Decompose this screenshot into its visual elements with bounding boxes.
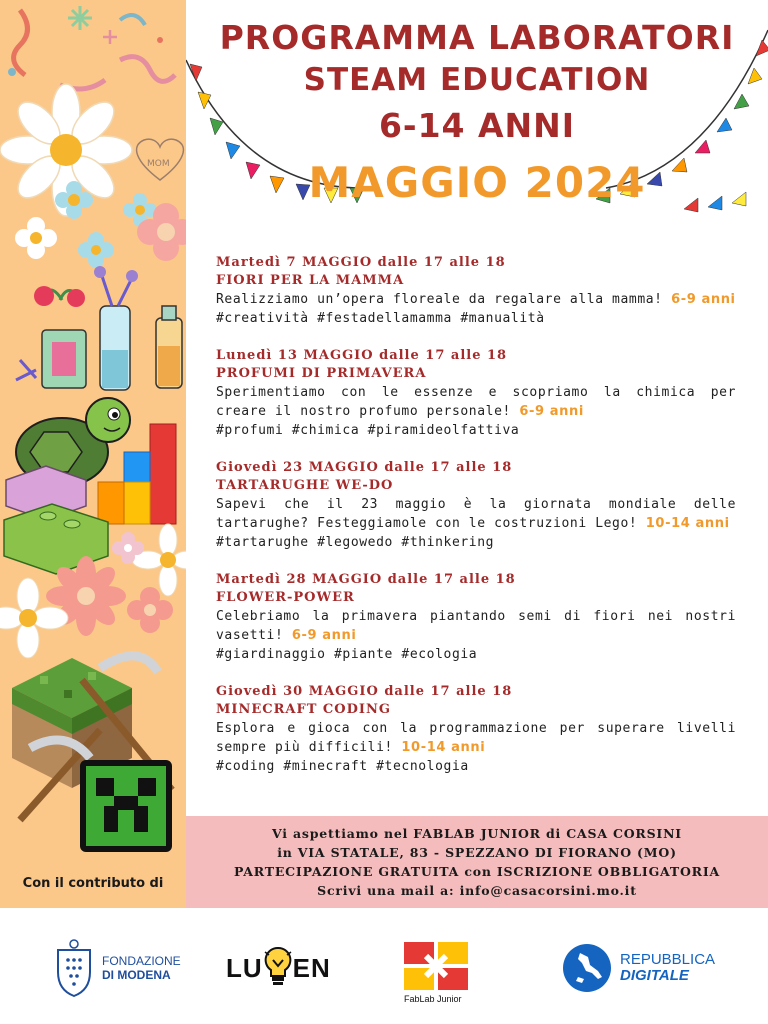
location-info-box (186, 816, 768, 908)
event-tags: #giardinaggio #piante #ecologia (216, 647, 478, 662)
event-title: MINECRAFT CODING (216, 702, 391, 717)
info-email[interactable]: Scrivi una mail a: info@casacorsini.mo.it (317, 883, 637, 898)
event-tags: #creatività #festadellamamma #manualità (216, 311, 545, 326)
title-line-3: 6-14 ANNI (378, 106, 576, 145)
fablab-junior-logo (404, 942, 470, 1002)
info-location: Vi aspettiamo nel FABLAB JUNIOR di CASA CORSINI (272, 826, 682, 841)
title-line-1: PROGRAMMA LABORATORI (219, 18, 735, 57)
sponsors-bar (0, 908, 768, 1024)
fondazione-crest-icon (52, 938, 96, 998)
event-title: PROFUMI DI PRIMAVERA (216, 366, 427, 381)
event-date: Giovedì 23 MAGGIO dalle 17 alle 18 (216, 460, 513, 475)
event-tags: #profumi #chimica #piramideolfattiva (216, 423, 520, 438)
event-description-text: Celebriamo la primavera piantando semi di fiori nei nostri vasetti! (216, 609, 736, 643)
flower-vase-icon (34, 286, 86, 388)
event-age-range: 10-14 anni (401, 740, 486, 755)
repubblica-line-1: REPUBBLICA (620, 951, 716, 968)
event-date: Lunedì 13 MAGGIO dalle 17 alle 18 (216, 348, 508, 363)
decorative-side-panel (0, 0, 186, 908)
event-item (216, 683, 736, 776)
fondazione-line-1: FONDAZIONE (102, 954, 181, 968)
fondazione-line-2: DI MODENA (102, 968, 171, 982)
daisy-flower-icon (132, 524, 186, 596)
fondazione-modena-logo (52, 938, 181, 998)
lavender-sprig-icon (16, 360, 36, 380)
event-description-text: Sapevi che il 23 maggio è la giornata mondiale delle tartarughe? Festeggiamole con le costruzioni Lego! (216, 497, 736, 531)
event-description (216, 719, 736, 757)
event-date: Giovedì 30 MAGGIO dalle 17 alle 18 (216, 684, 513, 699)
fablab-label: FabLab Junior (404, 994, 462, 1004)
repubblica-text (620, 952, 715, 984)
luen-logo (226, 938, 331, 998)
title-section (186, 0, 768, 230)
event-description-text: Esplora e gioca con la programmazione per superare livelli sempre più difficili! (216, 721, 736, 755)
event-item (216, 254, 736, 328)
side-illustrations (0, 0, 186, 908)
event-date: Martedì 28 MAGGIO dalle 17 alle 18 (216, 572, 516, 587)
event-tags: #tartarughe #legowedo #thinkering (216, 535, 495, 550)
fablab-logo-icon (404, 942, 470, 990)
event-age-range: 6-9 anni (519, 404, 584, 419)
confetti-curl (120, 57, 175, 82)
event-item (216, 459, 736, 552)
event-description-text: Realizziamo un’opera floreale da regalare alla mamma! (216, 292, 663, 307)
italy-globe-icon (562, 943, 612, 993)
repubblica-line-2: DIGITALE (620, 967, 689, 984)
event-description (216, 290, 736, 309)
info-registration: PARTECIPAZIONE GRATUITA con ISCRIZIONE OBBLIGATORIA (233, 864, 720, 879)
creeper-face-icon (80, 760, 172, 852)
confetti-curl (14, 10, 28, 75)
glass-vase-icon (94, 266, 138, 390)
event-title: FIORI PER LA MAMMA (216, 273, 405, 288)
event-age-range: 6-9 anni (671, 292, 736, 307)
event-description-text: Sperimentiamo con le essenze e scopriamo la chimica per creare il nostro profumo personale! (216, 385, 736, 419)
event-item (216, 571, 736, 664)
info-address: in VIA STATALE, 83 - SPEZZANO DI FIORANO (MO) (277, 845, 677, 860)
contribution-label: Con il contributo di (22, 876, 164, 891)
mom-label: MOM (147, 159, 170, 169)
event-age-range: 6-9 anni (291, 628, 357, 643)
small-flower-icon (15, 217, 57, 259)
sparkle-icon (103, 30, 117, 44)
event-description (216, 495, 736, 533)
luen-text-end: EN (292, 952, 331, 983)
event-item (216, 347, 736, 440)
small-flower-icon (78, 232, 114, 268)
confetti-curl (120, 15, 145, 25)
sparkle-icon (68, 6, 92, 30)
event-description (216, 607, 736, 645)
repubblica-digitale-logo (562, 938, 715, 998)
title-line-2: STEAM EDUCATION (303, 62, 651, 98)
event-title: FLOWER-POWER (216, 590, 355, 605)
bottle-icon (156, 306, 182, 388)
event-title: TARTARUGHE WE-DO (216, 478, 394, 493)
events-list (216, 254, 736, 795)
event-date: Martedì 7 MAGGIO dalle 17 alle 18 (216, 255, 506, 270)
event-description (216, 383, 736, 421)
lego-brick-icon (4, 466, 108, 574)
event-age-range: 10-14 anni (645, 516, 730, 531)
luen-text-start: LU (226, 952, 263, 983)
fondazione-text (102, 954, 181, 982)
month-heading: MAGGIO 2024 (308, 158, 646, 207)
event-tags: #coding #minecraft #tecnologia (216, 759, 469, 774)
lightbulb-icon (263, 946, 293, 990)
